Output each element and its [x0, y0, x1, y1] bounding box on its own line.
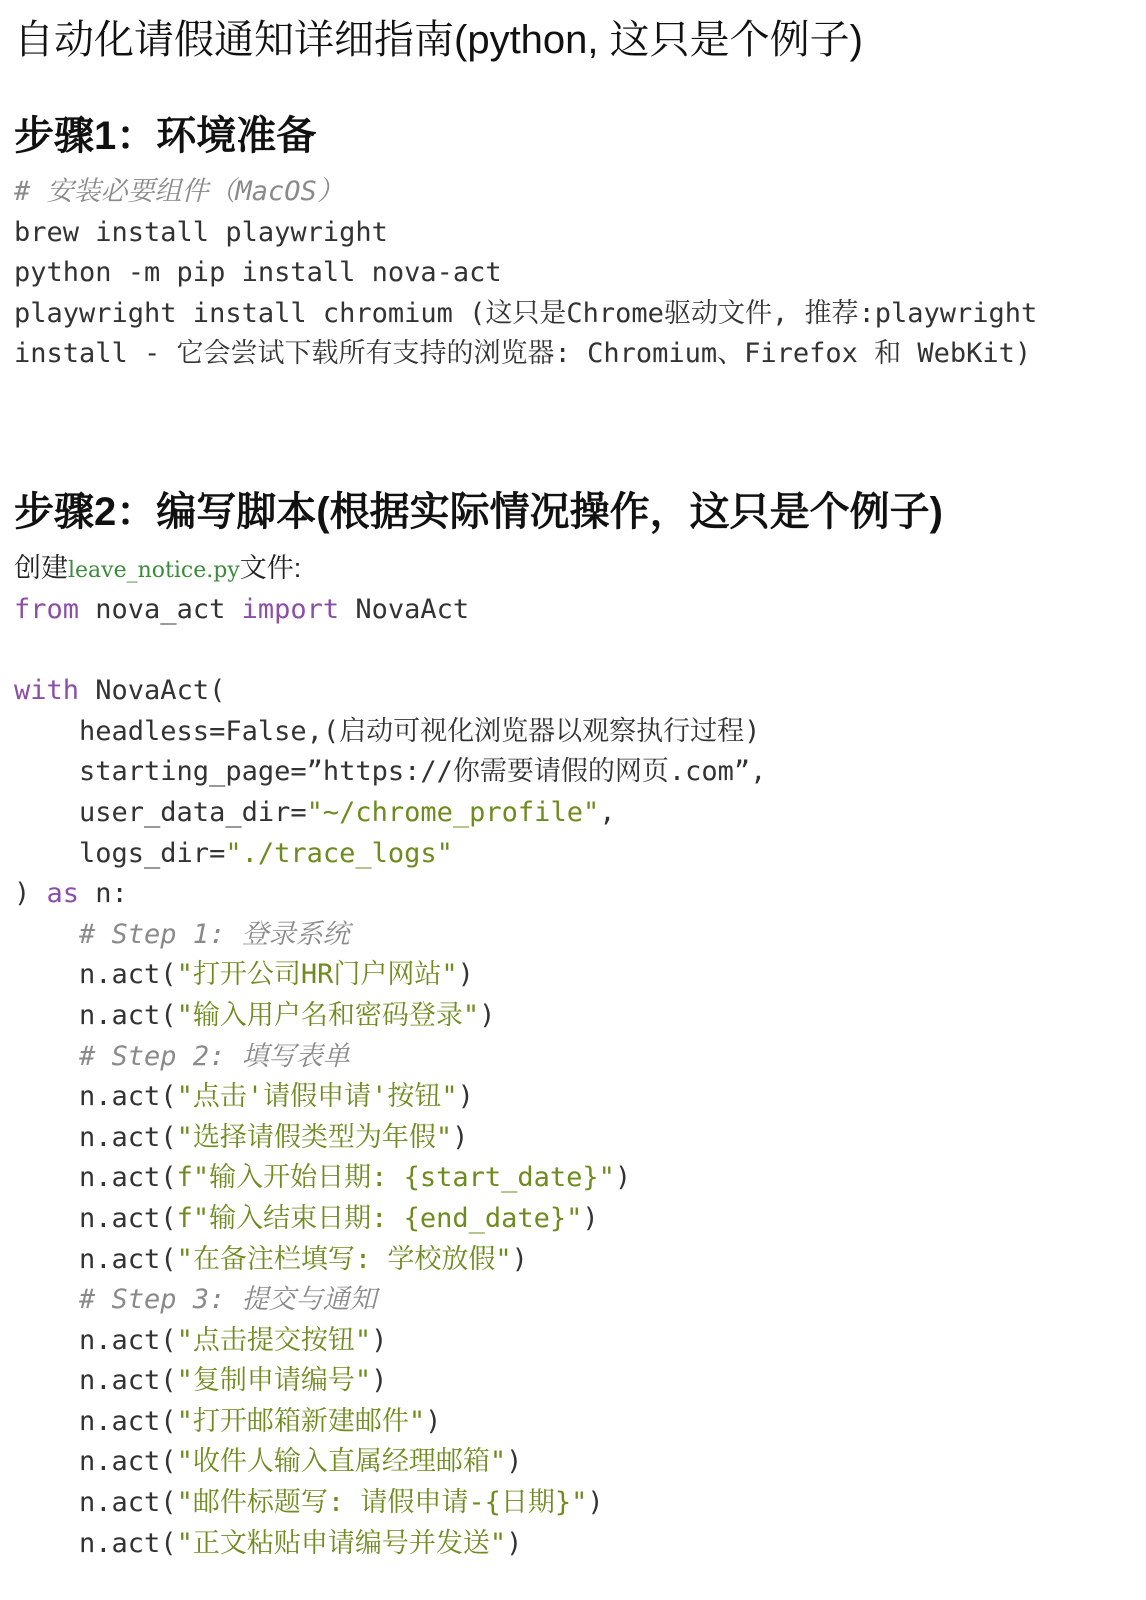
string-literal: "收件人输入直属经理邮箱" — [176, 1446, 507, 1478]
string-literal: "选择请假类型为年假" — [176, 1121, 453, 1153]
code-line: install - 它会尝试下载所有支持的浏览器: Chromium、Firefox 和 WebKit) — [14, 338, 1032, 370]
code-text: n.act( — [14, 1121, 177, 1153]
string-literal: f"输入开始日期: {start_date}" — [176, 1162, 615, 1194]
code-line — [14, 834, 766, 875]
act-line — [14, 1442, 766, 1483]
code-text: n.act( — [14, 1446, 177, 1478]
code-text: n.act( — [14, 1081, 177, 1113]
code-text: ) — [582, 1202, 599, 1234]
act-line — [14, 1402, 766, 1443]
step1-code-block — [14, 172, 1037, 375]
string-literal: "邮件标题写: 请假申请-{日期}" — [176, 1487, 588, 1519]
page-title: 自动化请假通知详细指南(python, 这只是个例子) — [14, 18, 863, 62]
code-text: ) — [457, 1081, 474, 1113]
code-text: ) — [614, 1162, 632, 1194]
step1-heading: 步骤1：环境准备 — [14, 114, 317, 158]
string-literal: "点击提交按钮" — [176, 1324, 372, 1356]
code-text: n.act( — [14, 1527, 177, 1559]
string-literal: "点击'请假申请'按钮" — [176, 1081, 458, 1113]
code-text: ) — [587, 1487, 604, 1519]
code-comment: # Step 1: 登录系统 — [14, 918, 350, 950]
code-text: n: — [79, 878, 128, 910]
code-text: , — [599, 796, 616, 828]
import-name: NovaAct — [339, 594, 470, 625]
string-literal: "复制申请编号" — [176, 1365, 372, 1397]
code-text: ) — [479, 999, 496, 1031]
step2-intro — [14, 548, 301, 591]
intro-suffix: 文件: — [239, 553, 302, 583]
keyword: from — [14, 594, 80, 625]
code-text: n.act( — [14, 1365, 177, 1397]
act-line — [14, 1118, 766, 1159]
string-literal: "在备注栏填写: 学校放假" — [176, 1243, 512, 1275]
code-text: user_data_dir= — [14, 796, 307, 828]
code-text: ) — [511, 1243, 528, 1275]
code-text: n.act( — [14, 1405, 177, 1437]
code-text: ) — [14, 878, 47, 910]
code-comment: # 安装必要组件（MacOS） — [14, 176, 344, 207]
code-text: ) — [506, 1527, 523, 1559]
code-line: playwright install chromium (这只是Chrome驱动文件, 推荐:playwright — [14, 297, 1038, 329]
act-line — [14, 955, 766, 996]
act-line — [14, 1199, 766, 1240]
keyword: import — [241, 594, 340, 625]
act-line — [14, 1321, 766, 1362]
act-line — [14, 1483, 766, 1524]
code-comment: # Step 2: 填写表单 — [14, 1040, 350, 1072]
code-comment: # Step 3: 提交与通知 — [14, 1284, 377, 1316]
code-line: starting_page=”https://你需要请假的网页.com”, — [14, 756, 767, 788]
blank-line — [14, 631, 766, 672]
code-line — [14, 793, 766, 834]
code-text: ) — [452, 1121, 469, 1153]
string-literal: "./trace_logs" — [225, 837, 453, 869]
code-text: ) — [457, 959, 474, 991]
code-text: ) — [371, 1324, 388, 1356]
step2-heading: 步骤2：编写脚本(根据实际情况操作，这只是个例子) — [14, 490, 943, 534]
act-line — [14, 996, 766, 1037]
act-line — [14, 1361, 766, 1402]
act-line — [14, 1158, 766, 1199]
code-text: n.act( — [14, 1487, 177, 1519]
string-literal: "正文粘贴申请编号并发送" — [176, 1527, 507, 1559]
code-text: logs_dir= — [14, 837, 226, 869]
string-literal: "输入用户名和密码登录" — [176, 999, 480, 1031]
code-line — [14, 874, 766, 915]
string-literal: f"输入结束日期: {end_date}" — [176, 1202, 583, 1234]
code-line — [14, 590, 766, 631]
keyword: as — [46, 878, 80, 910]
keyword: with — [14, 675, 80, 707]
string-literal: "打开公司HR门户网站" — [176, 959, 458, 991]
code-text: n.act( — [14, 1162, 177, 1194]
code-line: brew install playwright — [14, 216, 388, 248]
code-line: headless=False,(启动可视化浏览器以观察执行过程) — [14, 715, 761, 747]
act-line — [14, 1240, 766, 1281]
step2-code-block — [14, 590, 766, 1564]
string-literal: "~/chrome_profile" — [306, 796, 600, 828]
act-line — [14, 1524, 766, 1565]
code-text: n.act( — [14, 1243, 177, 1275]
code-text: n.act( — [14, 959, 177, 991]
code-text: ) — [506, 1446, 523, 1478]
code-line — [14, 671, 766, 712]
module-name: nova_act — [79, 594, 242, 625]
code-line: python -m pip install nova-act — [14, 257, 502, 289]
act-line — [14, 1077, 766, 1118]
code-text: ) — [371, 1365, 388, 1397]
string-literal: "打开邮箱新建邮件" — [176, 1405, 426, 1437]
code-text: n.act( — [14, 999, 177, 1031]
filename: leave_notice.py — [68, 558, 240, 583]
code-text: n.act( — [14, 1202, 177, 1234]
code-text: n.act( — [14, 1324, 177, 1356]
intro-prefix: 创建 — [14, 553, 68, 583]
code-text: NovaAct( — [79, 675, 226, 707]
code-text: ) — [425, 1405, 442, 1437]
